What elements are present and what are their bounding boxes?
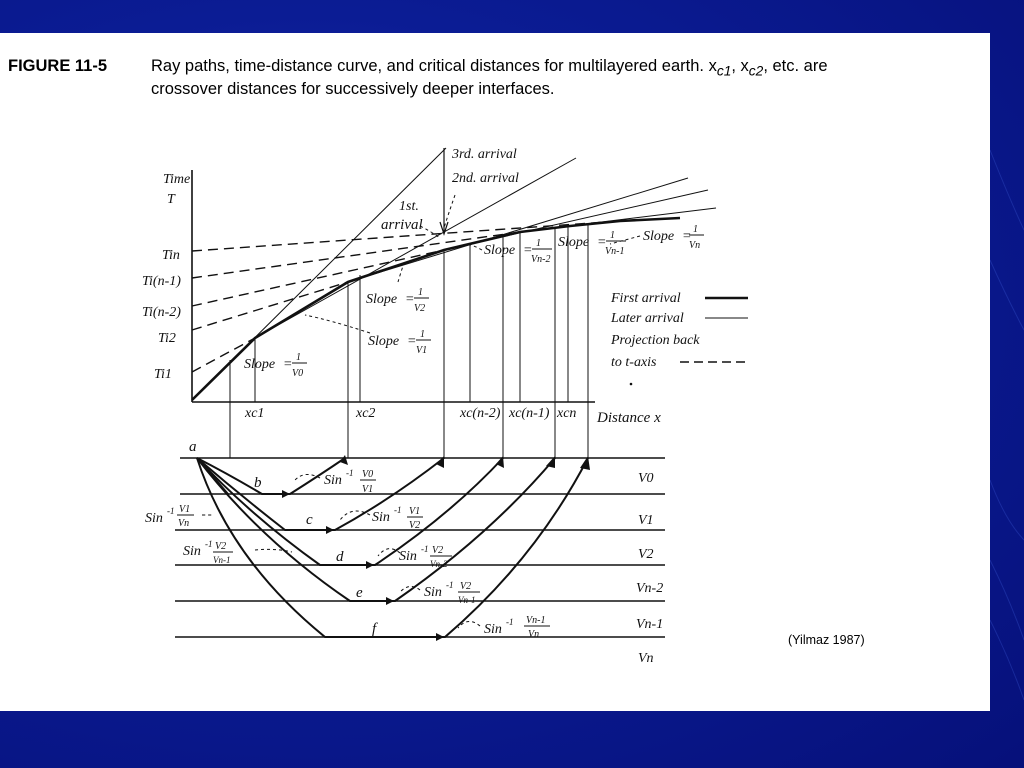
- svg-text:Slope: Slope: [244, 357, 276, 372]
- svg-text:V2: V2: [414, 303, 426, 314]
- svg-text:=: =: [407, 334, 417, 349]
- svg-text:V2: V2: [409, 520, 421, 531]
- svg-text:Sin: Sin: [399, 549, 417, 564]
- time-axis-symbol: T: [167, 192, 175, 207]
- svg-text:Slope: Slope: [366, 292, 398, 307]
- critical-angle-5: [484, 615, 550, 640]
- svg-text:=: =: [283, 357, 293, 372]
- intercept-label: Tin: [162, 248, 180, 263]
- legend-later-arrival: Later arrival: [611, 311, 684, 326]
- crossover-label: xc1: [245, 406, 265, 421]
- svg-text:Slope: Slope: [558, 235, 590, 250]
- slope-label-v2: [366, 287, 429, 314]
- critical-angle-left-2: [183, 539, 233, 565]
- crossover-label: xc2: [356, 406, 376, 421]
- svg-text:=: =: [597, 235, 607, 250]
- svg-text:V1: V1: [179, 504, 191, 515]
- layer-label: Vn: [638, 651, 654, 666]
- slope-label-vn: [643, 224, 704, 251]
- svg-text:-1: -1: [167, 506, 175, 516]
- crossover-label: xcn: [557, 406, 577, 421]
- layer-label: Vn-2: [636, 581, 664, 596]
- svg-text:-1: -1: [346, 468, 354, 478]
- svg-text:Sin: Sin: [145, 511, 163, 526]
- citation: (Yilmaz 1987): [788, 633, 865, 647]
- svg-text:Vn: Vn: [178, 518, 190, 529]
- svg-text:V0: V0: [292, 368, 304, 379]
- ray-label: f: [372, 621, 377, 637]
- svg-text:Vn-1: Vn-1: [458, 595, 476, 605]
- svg-text:V1: V1: [416, 345, 428, 356]
- second-arrival-label: 2nd. arrival: [452, 171, 519, 186]
- legend-projection-2: to t-axis: [611, 355, 657, 370]
- distance-axis-label: Distance x: [597, 410, 661, 426]
- svg-text:=: =: [682, 229, 692, 244]
- legend-first-arrival: First arrival: [611, 291, 681, 306]
- legend-projection: Projection back: [611, 333, 700, 348]
- svg-text:V2: V2: [460, 581, 472, 592]
- svg-text:V1: V1: [362, 484, 374, 495]
- svg-text:-1: -1: [394, 505, 402, 515]
- ray-label: b: [254, 475, 262, 491]
- svg-text:Sin: Sin: [424, 585, 442, 600]
- ray-label: c: [306, 512, 313, 528]
- crossover-label: xc(n-2): [460, 406, 501, 421]
- intercept-label: Ti1: [154, 367, 172, 382]
- first-arrival-label: 1st.: [399, 199, 419, 214]
- svg-text:1: 1: [296, 352, 301, 363]
- svg-text:Sin: Sin: [372, 510, 390, 525]
- intercept-label: Ti(n-2): [142, 305, 181, 320]
- svg-text:-1: -1: [205, 539, 213, 549]
- svg-text:Vn-1: Vn-1: [526, 615, 546, 626]
- svg-text:-1: -1: [421, 544, 429, 554]
- svg-text:=: =: [405, 292, 415, 307]
- ray-label: a: [189, 439, 197, 455]
- intercept-label: Ti2: [158, 331, 176, 346]
- svg-text:V2: V2: [432, 545, 444, 556]
- time-axis-label: Time: [163, 172, 191, 187]
- layer-label: Vn-1: [636, 617, 664, 632]
- svg-text:1: 1: [420, 329, 425, 340]
- figure-number: FIGURE 11-5: [8, 57, 108, 75]
- svg-text:1: 1: [693, 224, 698, 235]
- layer-label: V0: [638, 471, 654, 486]
- svg-text:Slope: Slope: [484, 243, 516, 258]
- svg-text:Sin: Sin: [324, 473, 342, 488]
- svg-text:V0: V0: [362, 469, 374, 480]
- ray-label: d: [336, 549, 344, 565]
- svg-text:Vn-2: Vn-2: [531, 254, 551, 265]
- svg-text:Sin: Sin: [484, 622, 502, 637]
- svg-text:-1: -1: [446, 580, 454, 590]
- svg-text:1: 1: [418, 287, 423, 298]
- slope-label-v0: [244, 352, 307, 379]
- crossover-label: xc(n-1): [509, 406, 550, 421]
- third-arrival-label: 3rd. arrival: [452, 147, 517, 162]
- svg-text:Vn-1: Vn-1: [213, 555, 231, 565]
- svg-text:V2: V2: [215, 541, 227, 552]
- svg-text:Slope: Slope: [368, 334, 400, 349]
- layer-interfaces: [175, 458, 665, 637]
- svg-text:Vn: Vn: [528, 629, 540, 640]
- layer-label: V2: [638, 547, 654, 562]
- svg-text:Vn-2: Vn-2: [430, 559, 448, 569]
- svg-text:V1: V1: [409, 506, 421, 517]
- critical-angle-left-1: [145, 504, 194, 529]
- svg-text:Vn-1: Vn-1: [605, 246, 625, 257]
- slope-label-v1: [368, 329, 431, 356]
- slope-label-vn2: [484, 238, 552, 265]
- layer-label: V1: [638, 513, 654, 528]
- first-arrival-label-2: arrival: [381, 217, 423, 233]
- svg-text:1: 1: [536, 238, 541, 249]
- svg-text:Vn: Vn: [689, 240, 701, 251]
- svg-text:Slope: Slope: [643, 229, 675, 244]
- svg-text:-1: -1: [506, 617, 514, 627]
- intercept-label: Ti(n-1): [142, 274, 181, 289]
- svg-text:=: =: [523, 243, 533, 258]
- ray-label: e: [356, 585, 363, 601]
- caption-text: Ray paths, time-distance curve, and critical distances for multilayered earth. $x_{c1}$, $x_{c2}$, etc. are crossover distances for successively deeper interfaces.: [151, 57, 828, 99]
- critical-angle-1: [324, 468, 376, 495]
- svg-text:1: 1: [610, 230, 615, 241]
- svg-text:Sin: Sin: [183, 544, 201, 559]
- critical-angle-2: [372, 505, 423, 531]
